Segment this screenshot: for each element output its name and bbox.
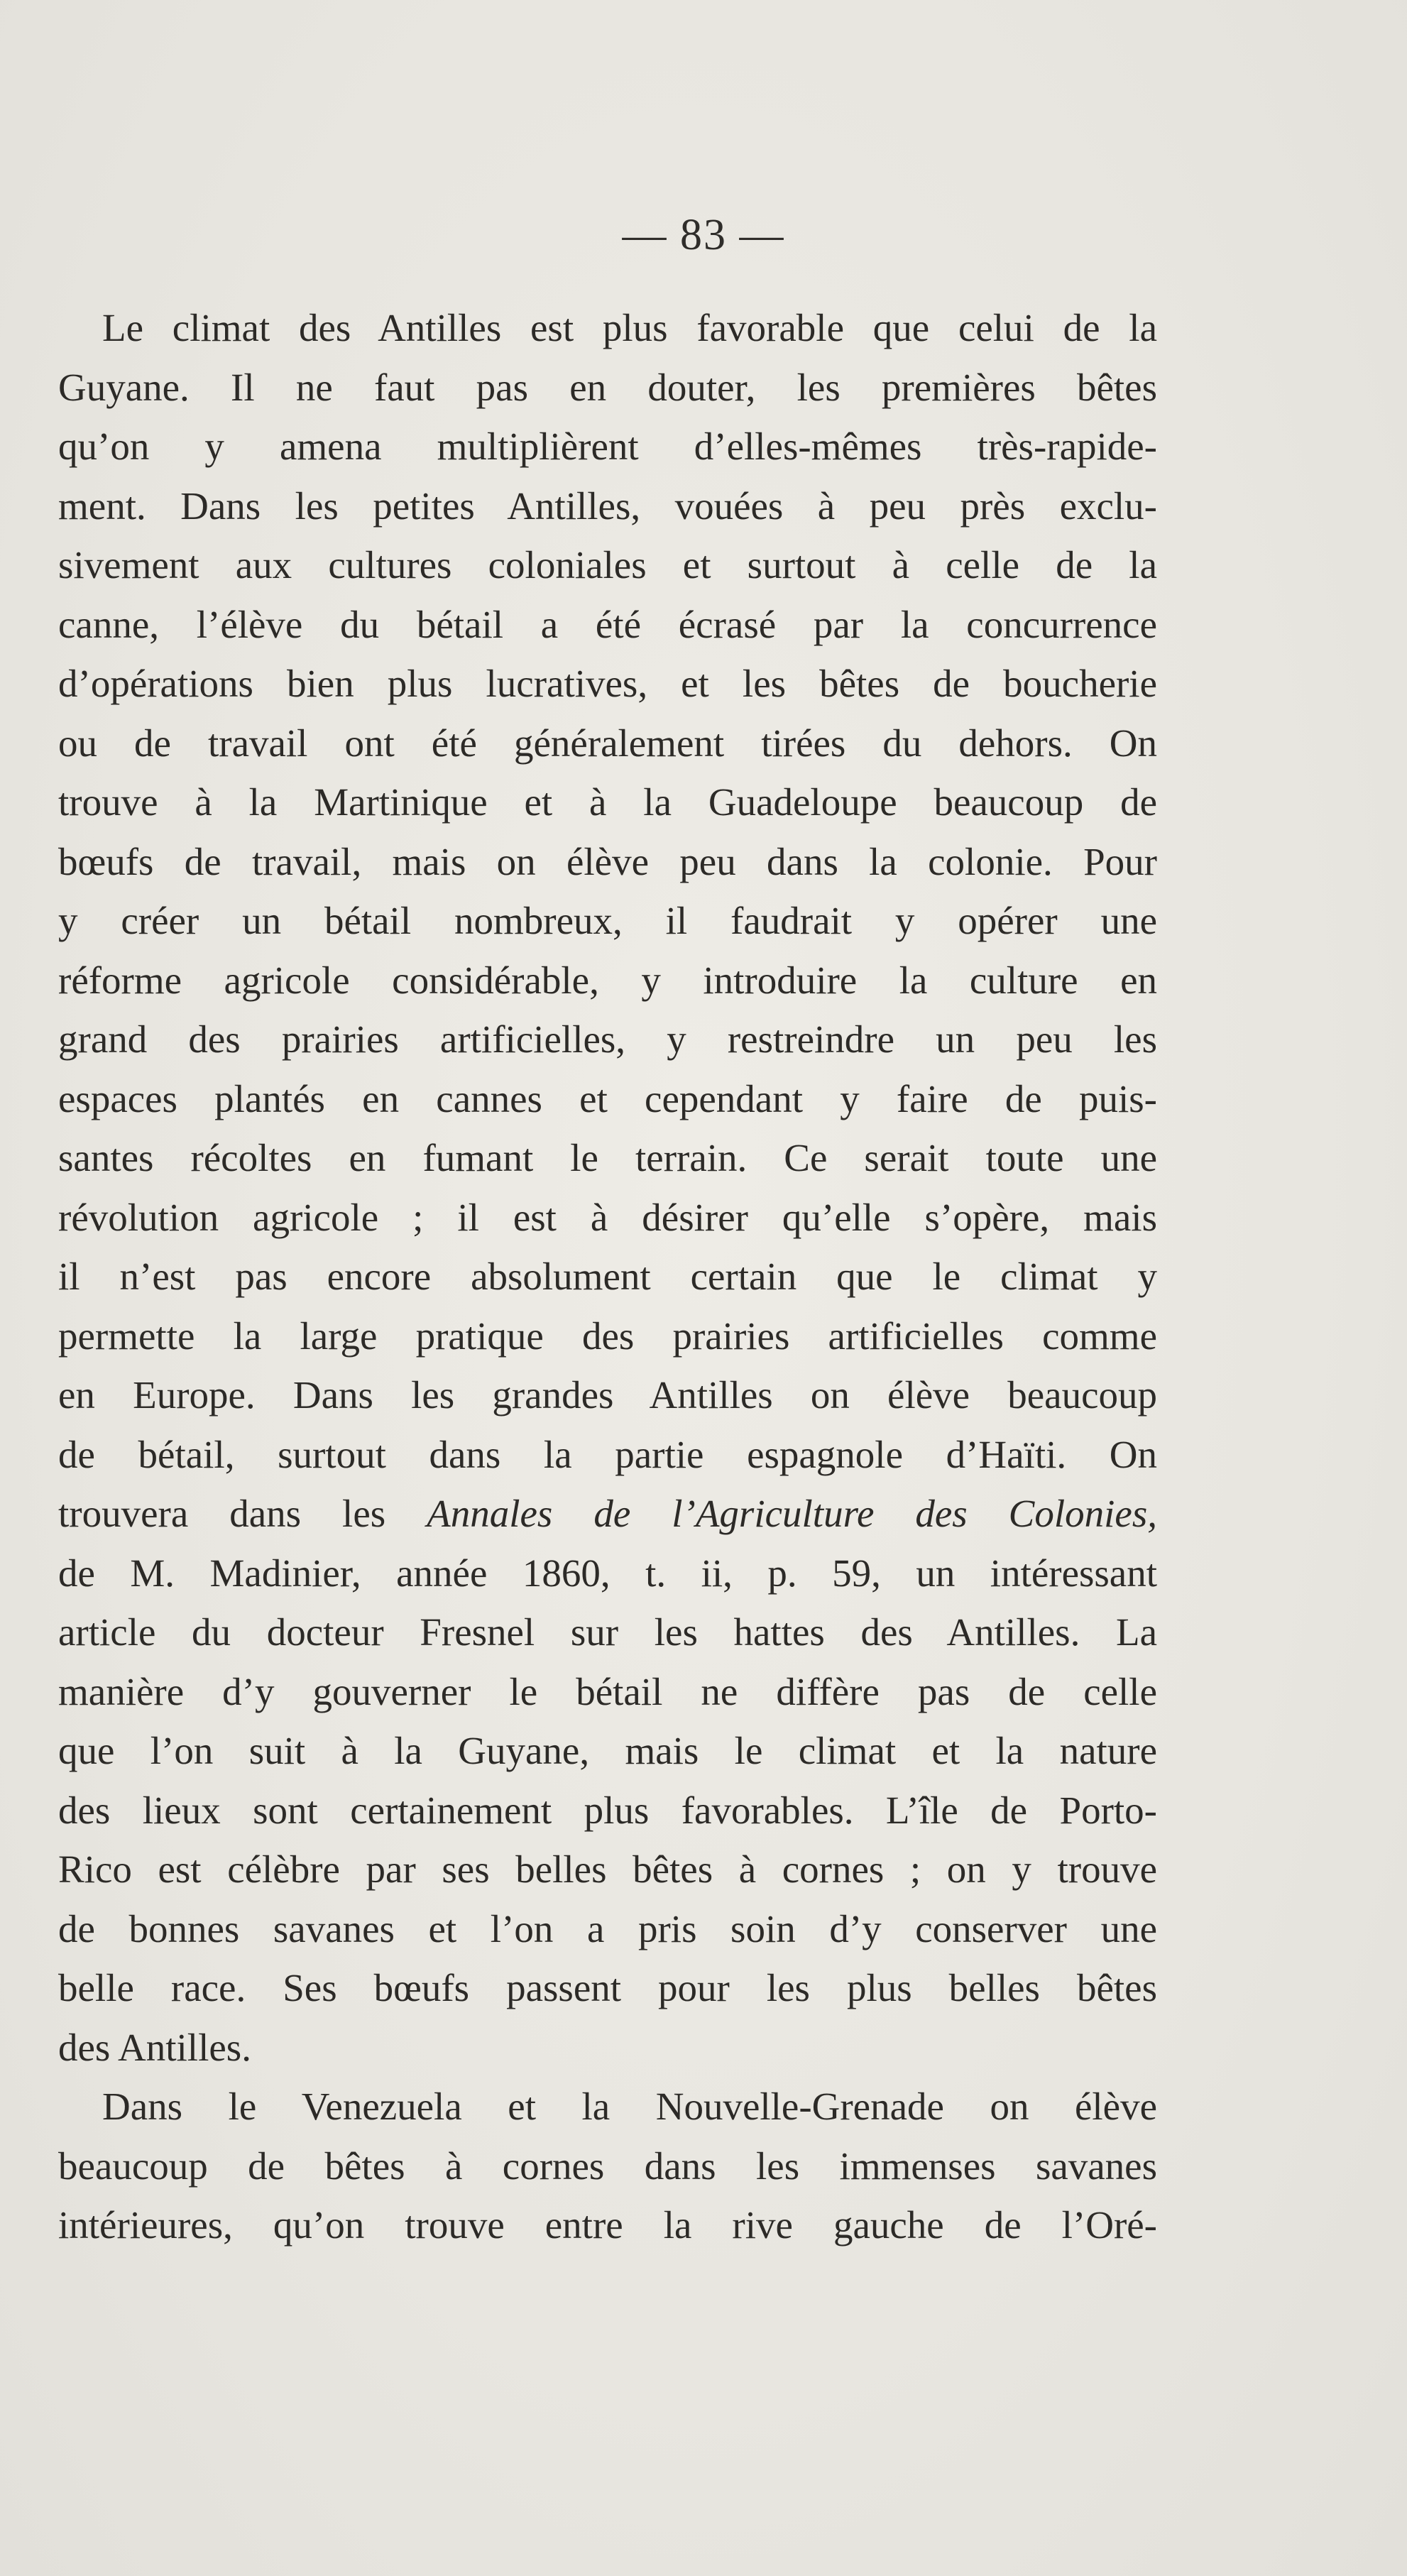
- text-segment: trouvera dans les: [58, 1492, 427, 1535]
- text-line: belle race. Ses bœufs passent pour les plus belles bêtes: [58, 1966, 1157, 2009]
- text-line: Rico est célèbre par ses belles bêtes à cornes ; on y trouve: [58, 1848, 1157, 1891]
- text-line: réforme agricole considérable, y introduire la culture en: [58, 958, 1157, 1002]
- text-line-with-citation: [58, 1484, 1157, 1544]
- page-number: — 83 —: [622, 211, 785, 259]
- text-line: de M. Madinier, année 1860, t. ii, p. 59, un intéressant: [58, 1551, 1157, 1595]
- paragraph: [58, 298, 1157, 2077]
- paragraph: [58, 2077, 1157, 2255]
- text-line: beaucoup de bêtes à cornes dans les immenses savanes: [58, 2144, 1157, 2188]
- body-text: [58, 298, 1157, 2255]
- text-line: ou de travail ont été généralement tirées du dehors. On: [58, 721, 1157, 765]
- text-line: en Europe. Dans les grandes Antilles on élève beaucoup: [58, 1373, 1157, 1417]
- italic-title: Annales de l’Agriculture des Colonies,: [427, 1492, 1157, 1535]
- text-line: article du docteur Fresnel sur les hattes des Antilles. La: [58, 1610, 1157, 1654]
- text-line: trouve à la Martinique et à la Guadeloupe beaucoup de: [58, 780, 1157, 824]
- text-line: canne, l’élève du bétail a été écrasé par la concurrence: [58, 602, 1157, 646]
- text-line: espaces plantés en cannes et cependant y faire de puis-: [58, 1076, 1157, 1120]
- text-line: ment. Dans les petites Antilles, vouées à peu près exclu-: [58, 484, 1157, 528]
- text-line: manière d’y gouverner le bétail ne diffère pas de celle: [58, 1669, 1157, 1713]
- text-line: d’opérations bien plus lucratives, et les bêtes de boucherie: [58, 662, 1157, 705]
- text-line: permette la large pratique des prairies artificielles comme: [58, 1314, 1157, 1358]
- text-line: révolution agricole ; il est à désirer qu’elle s’opère, mais: [58, 1195, 1157, 1239]
- text-line: de bétail, surtout dans la partie espagnole d’Haïti. On: [58, 1432, 1157, 1476]
- text-line: il n’est pas encore absolument certain que le climat y: [58, 1255, 1157, 1298]
- text-line: intérieures, qu’on trouve entre la rive gauche de l’Oré-: [58, 2203, 1157, 2247]
- text-line: Guyane. Il ne faut pas en douter, les premières bêtes: [58, 365, 1157, 409]
- text-line: des Antilles.: [58, 2025, 251, 2069]
- text-line: bœufs de travail, mais on élève peu dans la colonie. Pour: [58, 839, 1157, 883]
- text-line: y créer un bétail nombreux, il faudrait y opérer une: [58, 899, 1157, 942]
- text-line: qu’on y amena multiplièrent d’elles-mêmes très-rapide-: [58, 425, 1157, 468]
- text-line: de bonnes savanes et l’on a pris soin d’y conserver une: [58, 1906, 1157, 1950]
- text-line: sivement aux cultures coloniales et surtout à celle de la: [58, 543, 1157, 586]
- text-line: santes récoltes en fumant le terrain. Ce serait toute une: [58, 1136, 1157, 1179]
- text-line: des lieux sont certainement plus favorables. L’île de Porto-: [58, 1788, 1157, 1832]
- text-line: que l’on suit à la Guyane, mais le climat et la nature: [58, 1729, 1157, 1772]
- text-line: grand des prairies artificielles, y restreindre un peu les: [58, 1017, 1157, 1061]
- text-line: Dans le Venezuela et la Nouvelle-Grenade on élève: [102, 2085, 1157, 2128]
- text-line: Le climat des Antilles est plus favorable que celui de la: [102, 306, 1157, 349]
